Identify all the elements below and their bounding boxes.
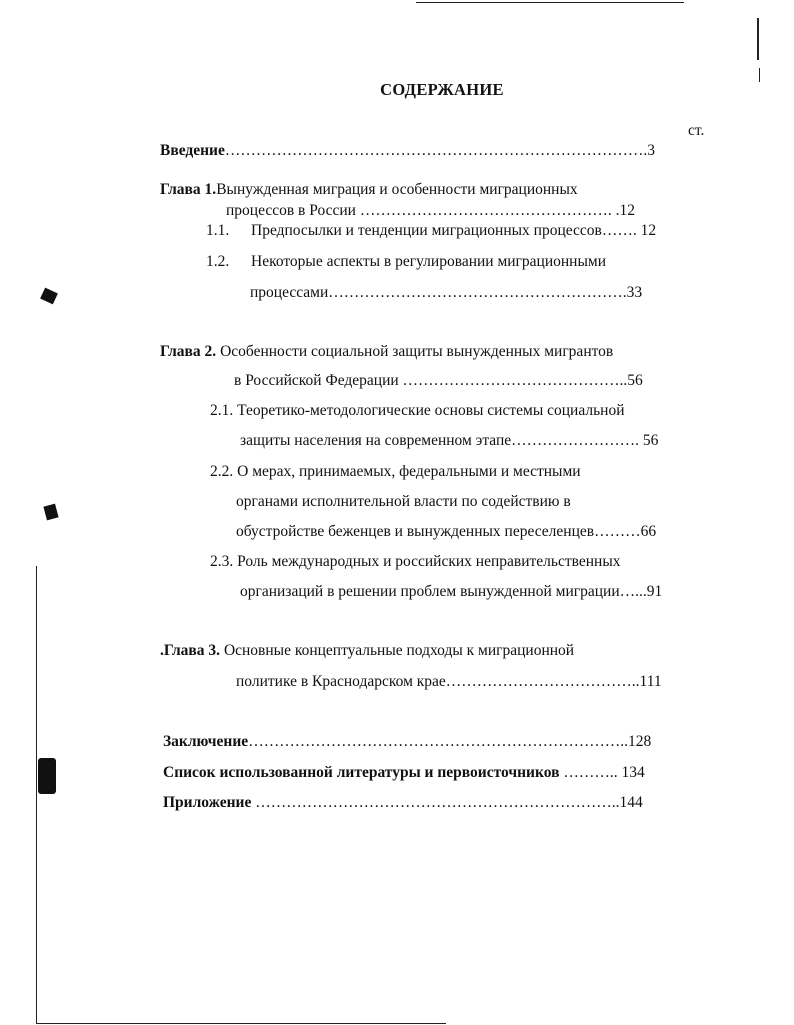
toc-entry-section-2-3[interactable]: 2.3. Роль международных и российских неправительственных bbox=[210, 553, 621, 570]
toc-s22-line2: органами исполнительной власти по содействию в bbox=[236, 493, 571, 510]
scan-top-rule bbox=[416, 2, 684, 3]
toc-ch2-line2: в Российской Федерации ……………………………………..56 bbox=[234, 372, 643, 389]
toc-ch2-line1: Особенности социальной защиты вынужденных мигрантов bbox=[216, 343, 614, 360]
toc-s12-line1: Некоторые аспекты в регулировании миграционными bbox=[251, 253, 606, 270]
scan-right-edge bbox=[757, 18, 759, 60]
toc-entry-chapter-2[interactable] bbox=[160, 343, 613, 361]
toc-entry-chapter-3[interactable] bbox=[160, 642, 574, 660]
toc-intro-dots: ……………………………………………………………………….3 bbox=[224, 142, 655, 159]
toc-appx-dots: ……………………………………………………………..144 bbox=[251, 794, 643, 811]
toc-entry-section-1-2[interactable] bbox=[206, 253, 606, 271]
toc-s11-text: Предпосылки и тенденции миграционных процессов……. 12 bbox=[251, 222, 657, 239]
toc-refs-dots: ……….. 134 bbox=[559, 764, 645, 781]
toc-s12-num: 1.2. bbox=[206, 253, 230, 270]
scan-mark-3 bbox=[38, 758, 56, 794]
toc-s11-num: 1.1. bbox=[206, 222, 230, 239]
toc-s12-line2: процессами………………………………………………….33 bbox=[250, 284, 643, 301]
toc-ch1-line2: процессов в России …………………………………………. .12 bbox=[226, 202, 635, 219]
toc-ch1-line1: Вынужденная миграция и особенности миграционных bbox=[216, 181, 578, 198]
page-column-label: ст. bbox=[688, 122, 705, 139]
toc-entry-references[interactable] bbox=[163, 764, 645, 782]
toc-refs-label: Список использованной литературы и первоисточников bbox=[163, 764, 560, 781]
toc-entry-section-1-1[interactable] bbox=[206, 222, 657, 240]
toc-ch2-label: Глава 2. bbox=[160, 343, 217, 360]
toc-entry-conclusion[interactable] bbox=[163, 733, 651, 751]
scan-bottom-rule bbox=[36, 1023, 446, 1024]
toc-concl-label: Заключение bbox=[163, 733, 249, 750]
toc-appx-label: Приложение bbox=[163, 794, 252, 811]
toc-s22-line3: обустройстве беженцев и вынужденных переселенцев………66 bbox=[236, 523, 657, 540]
page-title: СОДЕРЖАНИЕ bbox=[380, 80, 504, 99]
scan-mark-2 bbox=[43, 504, 58, 521]
scan-mark-1 bbox=[40, 288, 58, 305]
toc-s21-line2: защиты населения на современном этапе……………………. 56 bbox=[240, 432, 659, 449]
toc-entry-appendix[interactable] bbox=[163, 794, 643, 812]
toc-entry-chapter-1[interactable] bbox=[160, 181, 578, 199]
toc-entry-section-2-1[interactable]: 2.1. Теоретико-методологические основы системы социальной bbox=[210, 402, 625, 419]
toc-ch3-label: .Глава 3. bbox=[160, 642, 221, 659]
toc-intro-label: Введение bbox=[160, 142, 225, 159]
toc-s23-line2: организаций в решении проблем вынужденной миграции…...91 bbox=[240, 583, 663, 600]
scan-left-edge bbox=[36, 566, 37, 1024]
toc-ch3-line1: Основные концептуальные подходы к миграционной bbox=[220, 642, 575, 659]
toc-entry-introduction[interactable] bbox=[160, 142, 655, 160]
toc-ch3-line2: политике в Краснодарском крае………………………………..111 bbox=[236, 673, 662, 690]
toc-concl-dots: ………………………………………………………………..128 bbox=[248, 733, 652, 750]
toc-entry-section-2-2[interactable]: 2.2. О мерах, принимаемых, федеральными и местными bbox=[210, 463, 581, 480]
toc-ch1-label: Глава 1. bbox=[160, 181, 217, 198]
